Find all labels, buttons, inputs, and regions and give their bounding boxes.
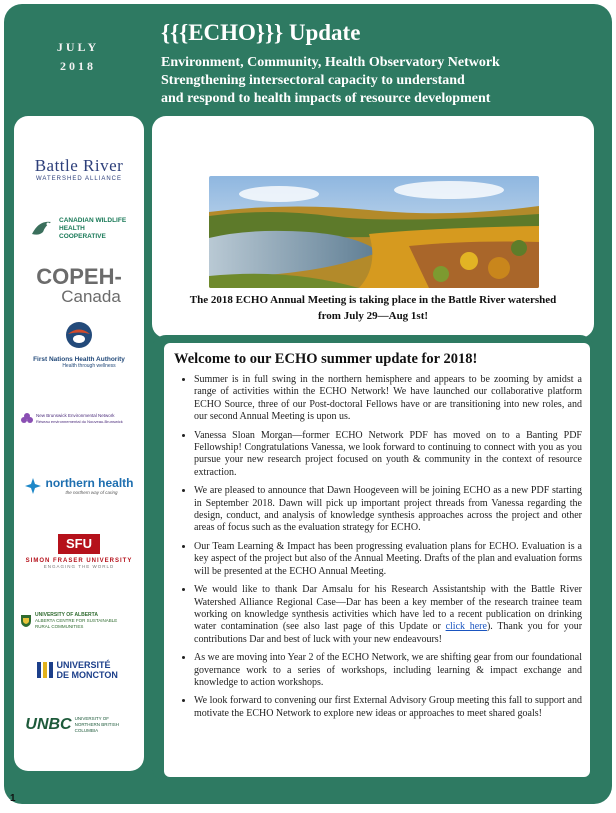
page-number: 1: [10, 793, 16, 804]
cwhc-logo: CANADIAN WILDLIFE HEALTH COOPERATIVE: [20, 216, 138, 242]
partner-logos-sidebar: [14, 116, 144, 771]
update-item: • Summer is in full swing in the northern hemisphere and appears to be zooming by amidst a range of activities within the ECHO Network! We have launched our collaborative platform ECHO Source, three of our Post-doctoral Fellows have or are transitioning into new roles, and our second Annual Meeting is upon us.: [194, 374, 582, 424]
update-item: • Vanessa Sloan Morgan—former ECHO Network PDF has moved on to a Banting PDF Fellowship! Congratulations Vanessa, we look forward to continuing to connect with you as you pursue your new research project focused on youth & community in the context of resource extraction.: [194, 430, 582, 480]
northern-health-star-icon: [24, 477, 42, 495]
unbc-logo: UNBC UNIVERSITY OF NORTHERN BRITISH COLUMBIA: [25, 716, 120, 733]
update-item: • Our Team Learning & Impact has been progressing evaluation plans for ECHO. Evaluation is a key aspect of the project but also of the Annual Meeting. Drafts of the plan and evaluation forms will be presented at the ECHO Annual Meeting.: [194, 541, 582, 578]
flower-icon: [20, 412, 34, 426]
article-body: [164, 343, 590, 777]
battle-river-logo: Battle River WATERSHED ALLIANCE: [34, 156, 124, 182]
battle-river-landscape-photo: [209, 176, 539, 288]
subtitle-line: Strengthening intersectoral capacity to understand: [161, 73, 465, 88]
umoncton-logo: UNIVERSITÉ DE MONCTON: [20, 660, 138, 680]
feature-panel: [152, 116, 594, 338]
copeh-canada-logo: COPEH- Canada: [36, 264, 122, 306]
click-here-link[interactable]: click here: [445, 621, 487, 633]
sfu-logo: SFU SIMON FRASER UNIVERSITY ENGAGING THE WORLD: [25, 536, 133, 569]
newsletter-subtitle: [161, 54, 601, 108]
ualberta-logo: UNIVERSITY OF ALBERTA ALBERTA CENTRE FOR SUSTAINABLE RURAL COMMUNITIES: [20, 612, 138, 630]
fnha-logo: First Nations Health Authority Health through wellness: [20, 321, 138, 369]
subtitle-line: and respond to health impacts of resource development: [161, 91, 491, 106]
update-item: • We look forward to convening our first External Advisory Group meeting this fall to support and motivate the ECHO Network to explore new ideas or approaches to meet shared goals!: [194, 695, 582, 720]
eagle-emblem-icon: [62, 321, 96, 351]
moncton-bars-icon: [36, 660, 54, 680]
update-bullet-list: [164, 374, 590, 720]
update-item: • We are pleased to announce that Dawn Hoogeveen will be joining ECHO as a new PDF starting in September 2018. Dawn will pick up important project threads from Vanessa regarding the design, conduct, and analysis of knowledge synthesis approaches across the project and other areas of focus such as the evaluation strategy for ECHO.: [194, 485, 582, 535]
update-item: • We would like to thank Dar Amsalu for his Research Assistantship with the Battle River Watershed Alliance Regional Case—Dar has been a key member of the research trainee team working on knowledge synthesis activities which have led to a recent publication on drinking water contamination (see also last page of this Update or click here). Thank you for your contributions Dar and best of luck with your new endeavours!: [194, 584, 582, 646]
update-item: • As we are moving into Year 2 of the ECHO Network, we are shifting gear from our foundational governance work to a series of workshops, including learning & impact exchange and knowledge to action workshops.: [194, 652, 582, 689]
issue-month: JULY: [56, 40, 100, 54]
bird-icon: [29, 216, 55, 242]
subtitle-line: Environment, Community, Health Observatory Network: [161, 55, 500, 70]
shield-icon: [20, 614, 32, 628]
photo-caption: The 2018 ECHO Annual Meeting is taking place in the Battle River watershed from July 29—Aug 1st!: [189, 294, 557, 322]
issue-year: 2018: [60, 59, 96, 73]
northern-health-logo: northern health the northern way of caring: [20, 476, 138, 495]
newsletter-title: {{{ECHO}}} Update: [161, 20, 361, 45]
nben-logo: New Brunswick Environmental Network Réseau environnemental du Nouveau-Brunswick: [20, 412, 138, 426]
issue-date: [48, 38, 108, 76]
article-heading: Welcome to our ECHO summer update for 2018!: [174, 351, 478, 367]
